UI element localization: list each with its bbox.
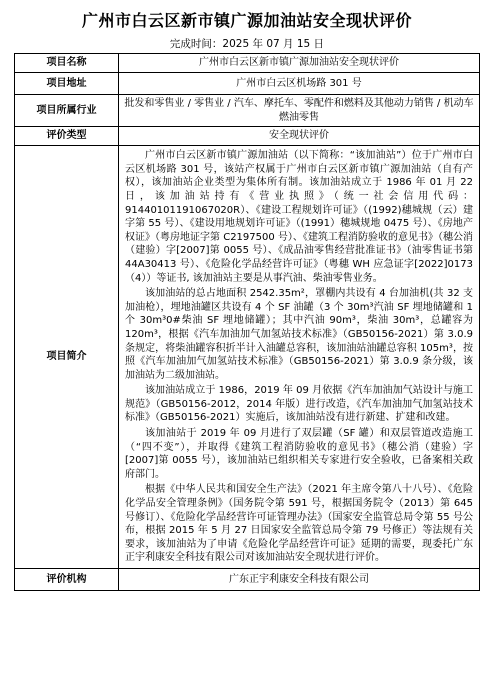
evaluation-info-table [14, 53, 480, 591]
value-eval-type: 安全现状评价 [119, 127, 480, 146]
row-project-name [15, 54, 480, 73]
intro-paragraph: 该加油站的总占地面积 2542.35m²，罩棚内共设有 4 台加油机(共 32 支加油枪），埋地油罐区共设有 4 个 SF 油罐（3 个 30m³汽油 SF 埋地储罐和 1 个 30m³0#柴油 SF 埋地储罐）；其中汽油 90m³，柴油 30m³，总罐容为 120m³，根据《汽车加油加气加氢站技术标准》（GB50156-2021）第 3.0.9 条规定，将柴油罐容积折半计入油罐总容积，该加油站油罐总容积 105m³，按照《汽车加油加气加氢站技术标准》（GB50156-2021）第 3.0.9 条分级，该加油站为二级加油站。 [125, 288, 473, 381]
row-project-address [15, 73, 480, 95]
value-org: 广东正宇利康安全科技有限公司 [119, 569, 480, 591]
label-eval-type: 评价类型 [15, 127, 119, 146]
document-title: 广州市白云区新市镇广源加油站安全现状评价 [81, 11, 412, 30]
intro-paragraph: 广州市白云区新市镇广源加油站（以下简称：“该加油站”）位于广州市白云区机场路 301 号，该站产权属于广州市白云区新市镇广源加油站（自有产权），该加油站企业类型为集体所有制。该加油站成立于 1986 年 01 月 22 日，该加油站持有《营业执照》（统一社会信用代码：91440101191067020R）、《建设工程规划许可证》（(1992)穗城规（云）建字第 55 号）、《建设用地规划许可证》（(1991）穗城规地 0475 号）、《房地产权证》（粤房地证字第 C2197500 号）、《建筑工程消防验收的意见书》（穗公消（建验）字[2007]第 0055 号）、《成品油零售经营批准证书》（油零售证书第 44A30413 号）、《危险化学品经营许可证》（粤穗 WH 应急证字[2022]0173（4））等证书, 该加油站主要是从事汽油、柴油零售业务。 [125, 150, 473, 284]
label-project-name: 项目名称 [15, 54, 119, 73]
row-eval-type [15, 127, 480, 146]
label-intro: 项目简介 [15, 146, 119, 569]
intro-paragraph: 该加油站成立于 1986，2019 年 09 月依据《汽车加油加气站设计与施工规范》（GB50156-2012，2014 年版）进行改造，《汽车加油加气加氢站技术标准》（GB50156-2021）实施后，该加油站没有进行新建、扩建和改建。 [125, 385, 473, 424]
completion-date: 完成时间：2025 年 07 月 15 日 [169, 38, 325, 50]
value-project-name: 广州市白云区新市镇广源加油站安全现状评价 [119, 54, 480, 73]
intro-paragraph: 该加油站于 2019 年 09 月进行了双层罐（SF 罐）和双层管道改造施工（“四不变”），并取得《建筑工程消防验收的意见书》（穗公消（建验）字[2007]第 0055 号），该加油站已组织相关专家进行安全验收，已备案相关政府部门。 [125, 428, 473, 480]
label-industry: 项目所属行业 [15, 95, 119, 127]
value-industry: 批发和零售业 / 零售业 / 汽车、摩托车、零配件和燃料及其他动力销售 / 机动车燃油零售 [119, 95, 480, 127]
row-industry [15, 95, 480, 127]
intro-text [119, 146, 480, 569]
label-project-address: 项目地址 [15, 73, 119, 95]
row-intro [15, 146, 480, 569]
intro-paragraph: 根据《中华人民共和国安全生产法》（2021 年主席令第八十八号）、《危险化学品安全管理条例》（国务院令第 591 号，根据国务院令（2013）第 645 号修订）、《危险化学品经营许可证管理办法》（国家安全监管总局令第 55 号公布，根据 2015 年 5 月 27 日国家安全监管总局令第 79 号修正）等法规有关要求，该加油站为了申请《危险化学品经营许可证》延期的需要，现委托广东正宇利康安全科技有限公司对该加油站安全现状进行评价。 [125, 484, 473, 564]
value-project-address: 广州市白云区机场路 301 号 [119, 73, 480, 95]
row-org [15, 569, 480, 591]
label-org: 评价机构 [15, 569, 119, 591]
